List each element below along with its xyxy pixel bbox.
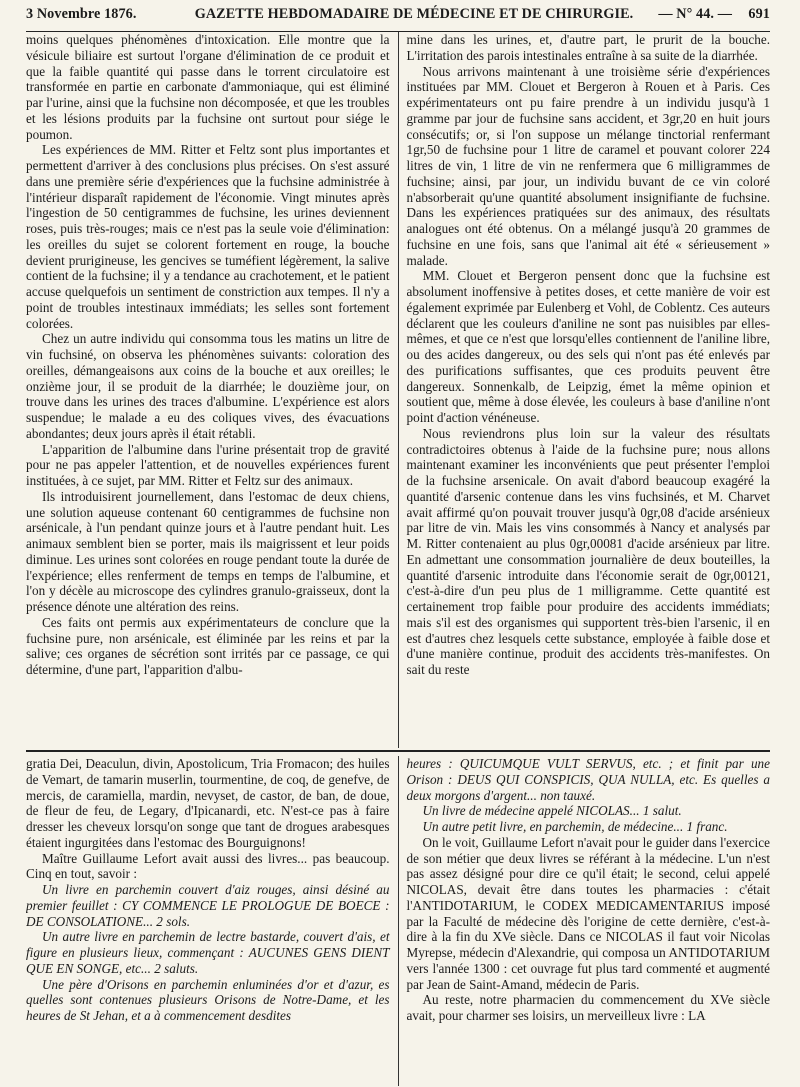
paragraph: L'apparition de l'albumine dans l'urine présentait trop de gravité pour ne pas appeler l'attention, et de nouvelles expériences furent instituées, à ce sujet, par MM. Ritter et Feltz sur des animaux. <box>26 441 390 488</box>
issue-date: 3 Novembre 1876. <box>26 6 137 22</box>
paragraph: Les expériences de MM. Ritter et Feltz sont plus importantes et permettent d'arriver à des conclusions plus précises. On s'est assuré dans une première série d'expériences que la fuchsine administrée à l'intérieur disparaît rapidement de l'économie. Vingt minutes après l'ingestion de 50 centigrammes de fuchsine, les urines deviennent roses, puis très-rouges; mais ce n'est pas la seule voie d'élimination: les oreilles du sujet se colorent fortement en rouge, la bouche devient prurigineuse, les gencives se tuméfient légèrement, la salive contient de la fuchsine; il y a tendance au crachotement, et le patient accuse quelquefois un sentiment de constriction aux tempes. Il n'y a point de troubles intestinaux immédiats; les selles sont fortement colorées. <box>26 142 390 331</box>
paragraph: Chez un autre individu qui consomma tous les matins un litre de vin fuchsiné, on observa les phénomènes suivants: coloration des oreilles, démangeaisons aux coins de la bouche et aux oreilles; le onzième jour, il se produit de la diarrhée; le douzième jour, on trouve dans les urines des traces d'albumine. L'expérience est alors suspendue; le malade a eu des coliques vives, des évacuations abondantes; deux jours après il était rétabli. <box>26 331 390 441</box>
article-column-left <box>26 32 398 748</box>
paragraph: Ces faits ont permis aux expérimentateurs de conclure que la fuchsine pure, non arsénicale, est éliminée par les reins et par la salive; ces organes de sécrétion sont irrités par ce passage, ce qui détermine, d'une part, l'apparition d'albu- <box>26 614 390 677</box>
journal-title: GAZETTE HEBDOMADAIRE DE MÉDECINE ET DE CHIRURGIE. <box>194 6 634 22</box>
paragraph: Nous arrivons maintenant à une troisième série d'expériences instituées par MM. Clouet et Bergeron à Rouen et à Paris. Ces expérimentateurs ont pu faire prendre à un individu jusqu'à 1 gramme par jour de fuchsine sans accident, et 3gr,20 en huit jours consécutifs; or, si l'on suppose un mélange tinctorial renfermant 1gr,50 de fuchsine pour 1 litre de caramel et pouvant colorer 224 litres de vin, 1 litre de vin ne renfermera que 6 milligrammes de fuchsine; ainsi, par jour, un individu buvant de ce vin coloré n'absorberait qu'une quantité absolument insignifiante de fuchsine. Dans les expériences pratiquées sur des animaux, des résultats analogues ont été obtenus. On a mélangé jusqu'à 20 grammes de fuchsine en une fois, sans que l'animal ait été « sérieusement » malade. <box>406 63 770 268</box>
paragraph: MM. Clouet et Bergeron pensent donc que la fuchsine est absolument inoffensive à petites doses, et cette manière de voir est également exprimée par Eulenberg et Vohl, de Coblentz. Ces auteurs déclarent que les couleurs d'aniline ne sont pas nuisibles par elles-mêmes, et que ce n'est que lorsqu'elles contiennent de l'aniline libre, ou des acides dangereux, ou des sels qui n'ont pas été enlevés par des purifications suffisantes, que ces produits peuvent être dangereux. Sonnenkalb, de Leipzig, émet la même opinion et soutient que, même à dose élevée, les couleurs à base d'aniline n'ont point d'action vénéneuse. <box>406 268 770 425</box>
paragraph: Maître Guillaume Lefort avait aussi des livres... pas beaucoup. Cinq en tout, savoir : <box>26 850 390 882</box>
paragraph: On le voit, Guillaume Lefort n'avait pour le guider dans l'exercice de son métier que deux livres se référant à la médecine. L'un n'est pas assez désigné pour dire ce qu'il était; le second, celui appelé NICOLAS, devait être dans toutes les pharmacies : c'était l'ANTIDOTARIUM, le CODEX MEDICAMENTARIUS imposé par la Faculté de médecine dès l'origine de cette dernière, c'est-à-dire à la fin du XVe siècle. Dans ce NICOLAS il faut voir Nicolas Myrepse, médecin d'Alexandrie, qui composa un ANTIDOTARIUM vers l'année 1300 : cet ouvrage fut plus tard commenté et augmenté par Jean de Saint-Amand, médecin de Paris. <box>406 834 770 992</box>
book-entry: Un livre en parchemin couvert d'aiz rouges, ainsi désiné au premier feuillet : CY COMMENCE LE PROLOGUE DE BOECE : DE CONSOLATIONE... 2 sols. <box>26 882 390 929</box>
paragraph: mine dans les urines, et, d'autre part, le prurit de la bouche. L'irritation des parois intestinales entraîne à sa suite de la diarrhée. <box>406 32 770 63</box>
feuilleton-rule <box>26 750 770 752</box>
paragraph: moins quelques phénomènes d'intoxication. Elle montre que la vésicule biliaire est surtout l'organe d'élimination de ce produit et que la faible quantité qui passe dans le torrent circulatoire est transformée en partie en carbonate d'ammoniaque, qui est éliminé par l'urine, ainsi que la fuchsine non décomposée, et que les troubles et les lésions produits par la fuchsine ont surtout pour siége le poumon. <box>26 32 390 142</box>
book-entry: Un livre de médecine appelé NICOLAS... 1 salut. <box>422 803 682 819</box>
issue-number: — N° 44. — <box>658 6 732 22</box>
book-entry: heures : QUICUMQUE VULT SERVUS, etc. ; et finit par une Orison : DEUS QUI CONSPICIS, QUA NULLA, etc. Es quelles a deux morgons d'argent... non tauxé. <box>406 756 770 803</box>
paragraph: Au reste, notre pharmacien du commencement du XVe siècle avait, pour charmer ses loisirs, un merveilleux livre : LA <box>406 992 770 1023</box>
book-entry: Une père d'Orisons en parchemin enluminées d'or et d'azur, es quelles sont contenues plusieurs Orisons de Notre-Dame, et les heures de St Jehan, et a à commencement desdites <box>26 976 390 1023</box>
page-number: 691 <box>748 6 770 22</box>
feuilleton-column-right <box>399 756 771 1086</box>
feuilleton-section <box>26 756 770 1086</box>
paragraph: Nous reviendrons plus loin sur la valeur des résultats contradictoires obtenus à l'aide de la fuchsine pure; nous allons maintenant examiner les inconvénients que peut présenter l'emploi de la fuchsine arsenicale. On avait d'abord beaucoup exagéré la quantité d'arsenic contenue dans les vins fuchsinés, et M. Charvet avait affirmé qu'on pouvait trouver jusqu'à 0gr,08 d'acide arsénieux par litre de vin. Mais les vins consommés à Nancy et analysés par M. Ritter contenaient au plus 0gr,00081 d'acide arsénieux par litre. En admettant une consommation journalière de deux bouteilles, la quantité d'arsenic introduite dans l'économie serait de 0gr,00121, c'est-à-dire d'un peu plus de 1 milligramme. Cette quantité est certainement trop faible pour produire des accidents immédiats; mais s'il est des organismes qui supportent très-bien l'arsenic, il en est d'autres chez lesquels cette substance, employée à faible dose et d'une manière continue, produit des accidents très-manifestes. On sait du reste <box>406 425 770 677</box>
book-entry: Un autre petit livre, en parchemin, de médecine... 1 franc. <box>422 819 728 834</box>
paragraph: Ils introduisirent journellement, dans l'estomac de deux chiens, une solution aqueuse contenant 60 centigrammes de fuchsine non arsénicale, à l'un pendant quinze jours et à l'autre pendant huit. Les animaux semblent bien se porter, mais ils maigrissent et leur poids diminue. Les urines sont colorées en rouge pendant toute la durée de l'expérience; elles renferment de temps en temps de l'albumine, et l'on y décèle au microscope des cylindres granulo-graisseux, dont la présence dénote une altération des reins. <box>26 488 390 614</box>
feuilleton-column-left <box>26 756 398 1086</box>
running-header <box>26 0 770 28</box>
article-section <box>26 32 770 748</box>
book-entry: Un autre livre en parchemin de lectre bastarde, couvert d'ais, et figure en plusieurs lieux, commençant : AUCUNES GENS DIENT QUE EN SONGE, etc... 2 saluts. <box>26 929 390 976</box>
paragraph: gratia Dei, Deaculun, divin, Apostolicum, Tria Fromacon; des huiles de Vemart, de tamarin muserlin, tourmentine, de coq, de genefve, de mercis, de caramiella, mardin, nevyset, de castor, de ban, de doue, de fleur de feu, de Legary, d'Ipicanardi, etc. N'est-ce pas à faire dresser les cheveux lorsqu'on songe que tant de drogues arabesques étaient ingurgitées dans l'estomac des Bourguignons! <box>26 756 390 850</box>
article-column-right <box>399 32 771 748</box>
